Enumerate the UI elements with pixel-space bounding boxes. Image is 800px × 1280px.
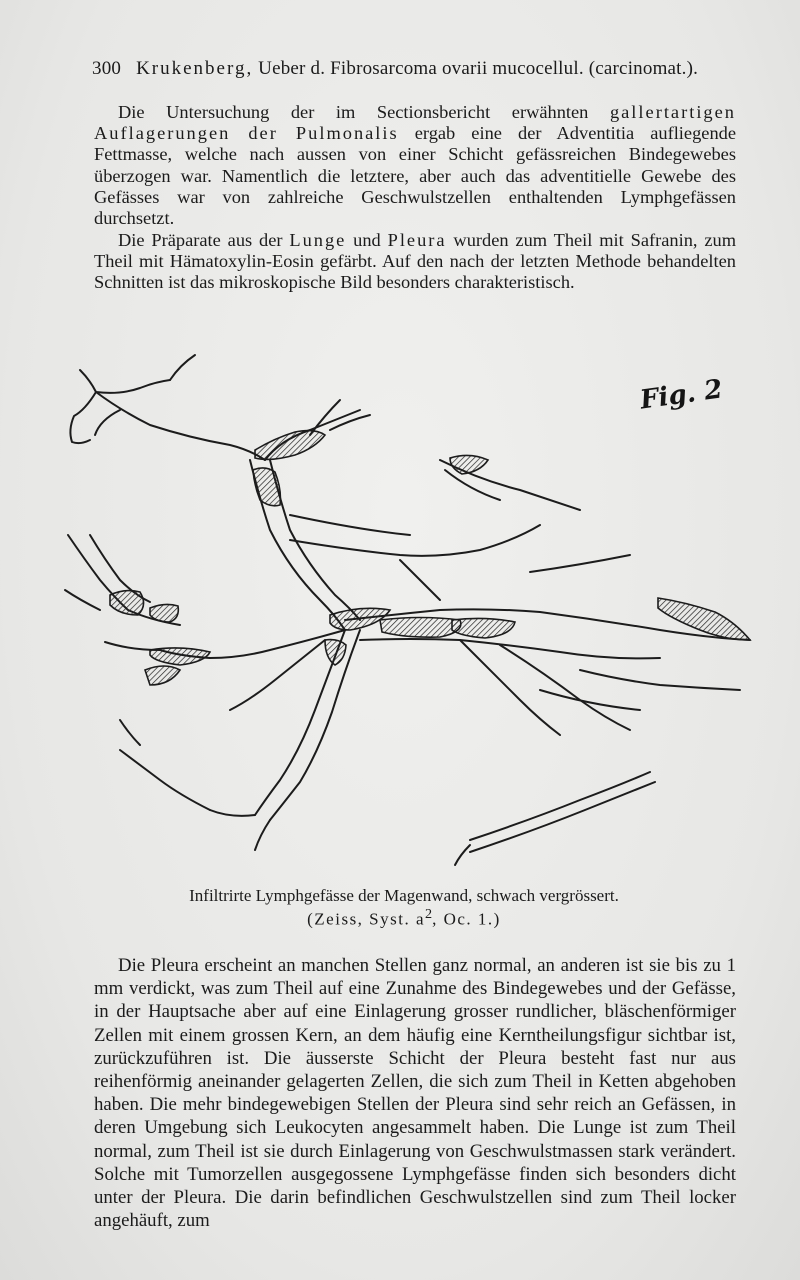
figure-2 — [60, 340, 760, 880]
figure-caption: Infiltrirte Lymphgefässe der Magenwand, schwach vergrössert. — [189, 886, 619, 905]
paragraph-3: Die Pleura erscheint an manchen Stellen ganz normal, an anderen ist sie bis zu 1 mm verdickt, was zum Theil auf eine Zunahme des Bindegewebes und der Gefässe, in der Hauptsache aber auf eine Einlagerung grosser rundlicher, bläschenförmiger Zellen mit einem grossen Kern, an dem häufig eine Kerntheilungsfigur sichtbar ist, zurückzuführen ist. Die äusserste Schicht der Pleura besteht fast nur aus reihenförmig aneinander gelagerten Zellen, die sich zum Theil in Ketten abgehoben haben. Die mehr bindegewebigen Stellen der Pleura sind sehr reich an Gefässen, in deren Umgebung sich Leukocyten angesammelt haben. Die Lunge ist zum Theil normal, zum Theil ist sie durch Einlagerung von Geschwulstmassen stark verändert. Solche mit Tumorzellen ausgegossene Lymphgefässe finden sich besonders dicht unter der Pleura. Die darin befindlichen Geschwulstzellen sind zum Theil locker angehäuft, zum — [94, 955, 736, 1232]
header-author: Krukenberg, — [136, 58, 254, 79]
paragraph-2-text-c: wurden zum Theil mit Safranin, zum Theil mit Hämatoxylin-Eosin gefärbt. Auf den nach der letzten Methode behandelten Schnitten ist das mikroskopische Bild besonders charakteristisch. — [94, 230, 736, 293]
figure-label: Fig. 2 — [638, 374, 725, 416]
paragraph-1-text-a: Die Untersuchung der im Sectionsbericht erwähnten — [118, 102, 610, 122]
page-number: 300 — [92, 58, 122, 79]
figure-caption-magnification — [0, 906, 800, 930]
caption-superscript: 2 — [425, 906, 433, 922]
paragraph-1-text-b: ergab eine der Adventitia aufliegende Fettmasse, welche nach aussen von einer Schicht gefässreichen Bindegewebes überzogen war. Namentlich die letztere, aber auch das adventitielle Gewebe des Gefässes war von zahlreiche Geschwulstzellen enthaltenden Lymphgefässen durchsetzt. — [94, 123, 736, 229]
caption-ocular: , Oc. 1.) — [432, 909, 501, 929]
paragraph-2 — [94, 230, 736, 294]
paragraph-2-spaced-b: Pleura — [387, 230, 447, 250]
paragraph-2-text-b: und — [346, 230, 388, 250]
paragraph-1 — [94, 102, 736, 229]
header-title: Ueber d. Fibrosarcoma ovarii mucocellul. (carcinomat.). — [258, 58, 699, 79]
paragraph-2-spaced-a: Lunge — [289, 230, 347, 250]
caption-zeiss: (Zeiss, Syst. a — [307, 909, 426, 929]
paragraph-1-spaced-a: gallertartigen Auflagerungen der Pulmonalis — [94, 102, 736, 144]
lymph-vessel-drawing — [60, 340, 760, 880]
running-header — [92, 58, 742, 80]
paragraph-2-text-a: Die Präparate aus der — [118, 230, 290, 250]
